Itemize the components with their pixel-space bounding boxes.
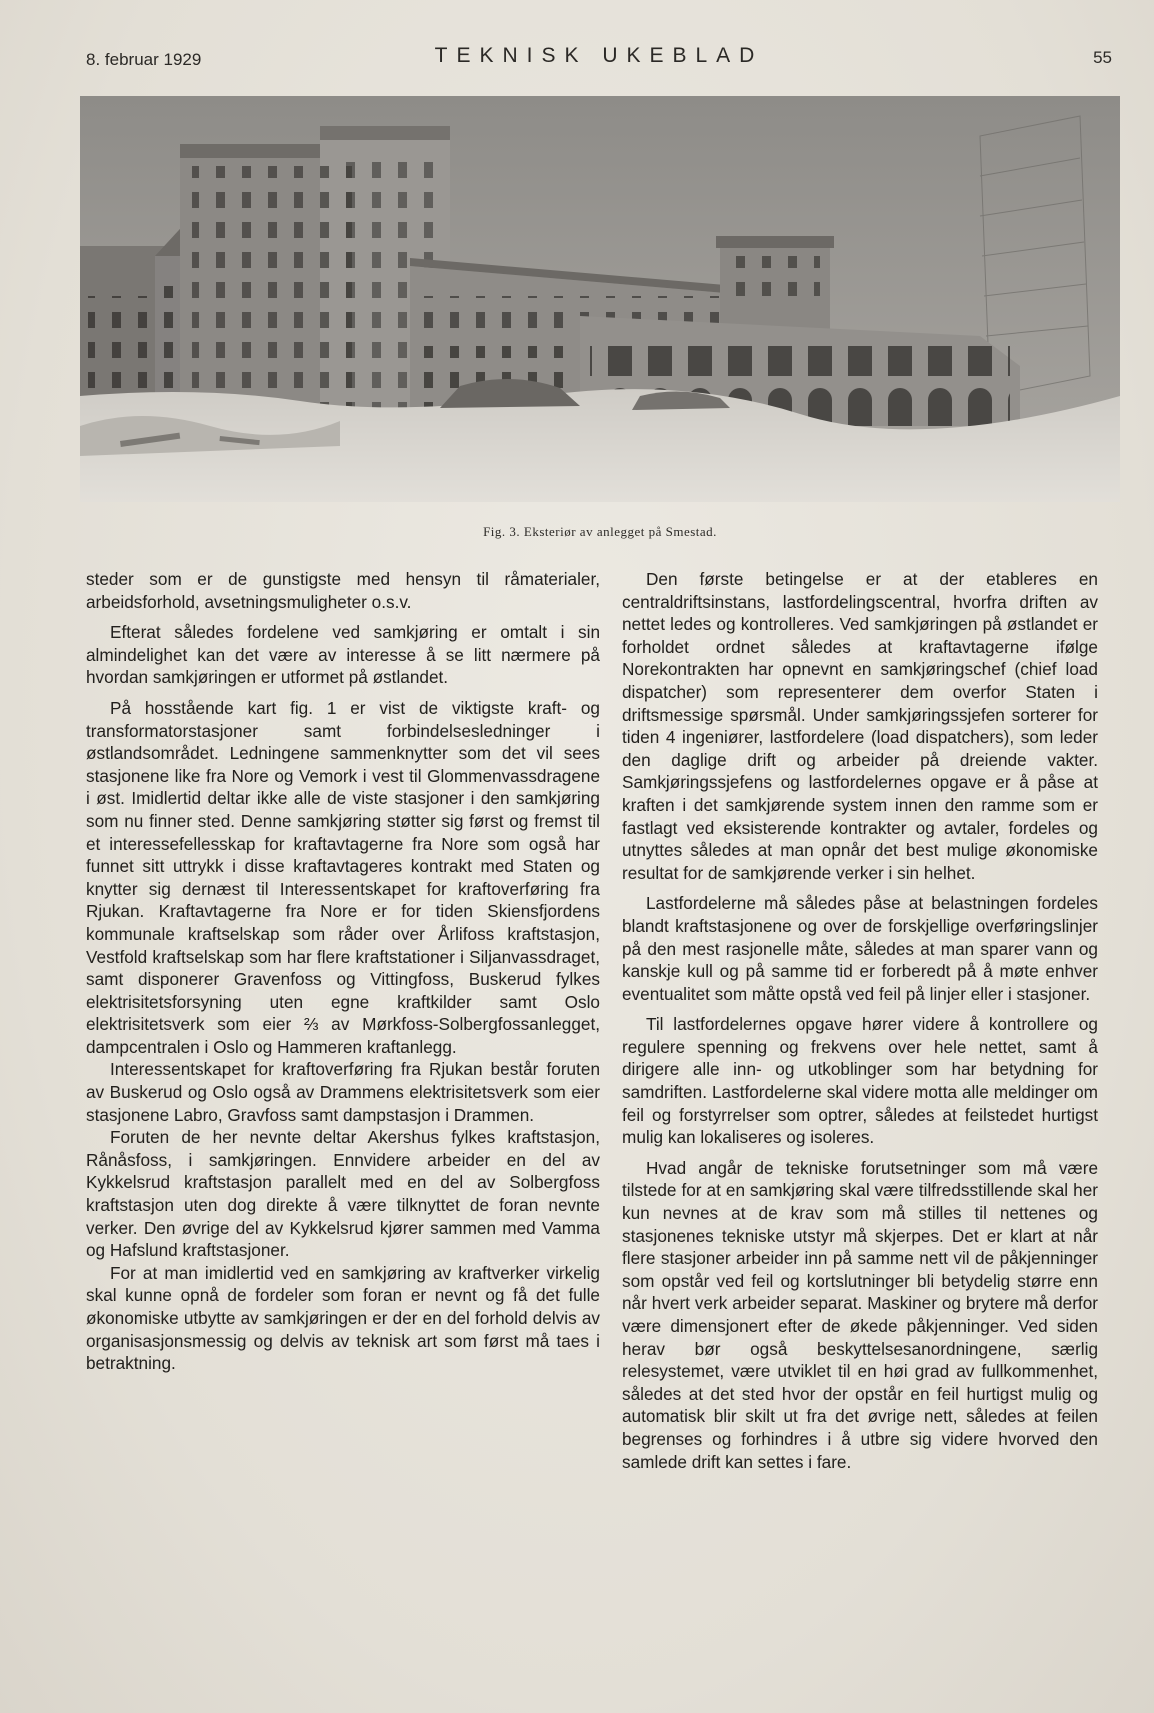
paragraph: Lastfordelerne må således påse at belastningen fordeles blandt kraftstasjonene og over de forskjellige overføringslinjer på den mest rasjonelle måte, således at man sparer vann og kanskje kull og på samme tid er forberedt på å møte enhver eventualitet som måtte opstå ved feil på linjer eller i stasjoner. (622, 893, 1098, 1004)
figure-caption: Fig. 3. Eksteriør av anlegget på Smestad. (483, 524, 717, 539)
building-photograph (80, 96, 1120, 502)
paragraph: På hosstående kart fig. 1 er vist de viktigste kraft- og transformatorstasjoner samt forbindelsesledninger i østlandsområdet. Ledningene sammenknytter som det vil sees stasjonene like fra Nore og Vemork i vest til Glommenvassdragene i øst. Imidlertid deltar ikke alle de viste stasjoner i den samkjøring som nu finner sted. Denne samkjøring støtter sig først og fremst til et interessefellesskap for kraftavtagerne fra Nore som også har funnet sitt uttrykk i disse kraftavtageres kontrakt med Staten og knytter sig dernæst til Interessentskapet for kraftoverføring fra Rjukan. Kraftavtagerne fra Nore er for tiden Skiensfjordens kommunale kraftselskap som råder over Årlifoss kraftstasjon, Vestfold kraftselskap som har flere kraftstationer i Siljanvassdraget, samt disponerer Gravenfoss og Vittingfoss, Buskerud fylkes elektrisitetsforsyning uten egne kraftkilder samt Oslo elektrisitetsverk som eier ⅔ av Mørkfoss-Solbergfossanlegget, dampcentralen i Oslo og Hammeren kraftanlegg. (86, 697, 600, 1057)
page-header (86, 44, 1112, 74)
paragraph: Foruten de her nevnte deltar Akershus fylkes kraftstasjon, Rånåsfoss, i samkjøringen. Ennvidere arbeider en del av Kykkelsrud kraftstasjon parallelt med en del av Solbergfoss kraftstasjon uten dog direkte å være tilknyttet de foran nevnte verker. Den øvrige del av Kykkelsrud kjører sammen med Vamma og Hafslund kraftstasjoner. (86, 1127, 600, 1261)
right-text-column (622, 568, 1098, 1473)
paragraph: Den første betingelse er at der etableres en centraldriftsinstans, lastfordelingscentral, hvorfra driften av nettet ledes og kontrolleres. Ved samkjøringen på østlandet er forholdet ordnet således at kraftavtagerne ifølge Norekontrakten har opnevnt en samkjøringschef (chief load dispatcher) som representerer dem overfor Staten i driftsmessige spørsmål. Under samkjøringssjefen sorterer for tiden 4 ingeniører, lastfordelere (load dispatchers), som leder den daglige drift og arbeider på dreiende vakter. Samkjøringssjefens og lastfordelernes opgave er å påse at kraften i det samkjørende system innen den ramme som er fastlagt ved eksisterende kontrakter og avtaler, fordeles og utnyttes således at man opnår det best mulige økonomiske resultat for de samkjørende verker i sin helhet. (622, 569, 1098, 883)
journal-title: TEKNISK UKEBLAD (434, 44, 764, 67)
issue-date: 8. februar 1929 (86, 50, 202, 69)
page-number: 55 (1093, 48, 1112, 67)
paragraph: Hvad angår de tekniske forutsetninger som må være tilstede for at en samkjøring skal være tilfredsstillende skal her kun nevnes at de krav som må stilles til nettenes og stasjonenes tekniske utstyr må skjerpes. Det er klart at når flere stasjoner arbeider inn på samme nett vil de påkjenninger som opstår ved feil og kortslutninger bli betydelig større enn når hvert verk arbeider separat. Maskiner og brytere må derfor være dimensjonert efter de økede påkjenninger. Ved siden herav bør også beskyttelsesanordningene, særlig relesystemet, være utviklet til en høi grad av fullkommenhet, således at det sted hvor der opstår en feil hurtigst mulig og automatisk blir skilt ut fra det øvrige nett, således at feilen begrenses og forhindres i å utbre sig videre hvorved den samlede drift kan settes i fare. (622, 1157, 1098, 1472)
paragraph: For at man imidlertid ved en samkjøring av kraftverker virkelig skal kunne opnå de fordeler som foran er nevnt og få det fulle økonomiske utbytte av samkjøringen er der en del forhold delvis av organisasjonsmessig og delvis av teknisk art som først må taes i betraktning. (86, 1262, 600, 1374)
paragraph: steder som er de gunstigste med hensyn til råmaterialer, arbeidsforhold, avsetningsmuligheter o.s.v. (86, 569, 600, 612)
paragraph: Efterat således fordelene ved samkjøring er omtalt i sin almindelighet kan det være av interesse å se litt nærmere på hvordan samkjøringen er utformet på østlandet. (86, 622, 600, 688)
left-text-column (86, 568, 600, 1375)
paragraph: Til lastfordelernes opgave hører videre å kontrollere og regulere spenning og frekvens over hele nettet, samt å dirigere alle inn- og utkoblinger som har betydning for samdriften. Lastfordelerne skal videre motta alle meldinger om feil og forstyrrelser som optrer, således at feilstedet hurtigst mulig kan lokaliseres og isoleres. (622, 1014, 1098, 1148)
paragraph: Interessentskapet for kraftoverføring fra Rjukan består foruten av Buskerud og Oslo også av Drammens elektrisitetsverk som eier stasjonene Labro, Gravfoss samt dampstasjon i Drammen. (86, 1059, 600, 1125)
